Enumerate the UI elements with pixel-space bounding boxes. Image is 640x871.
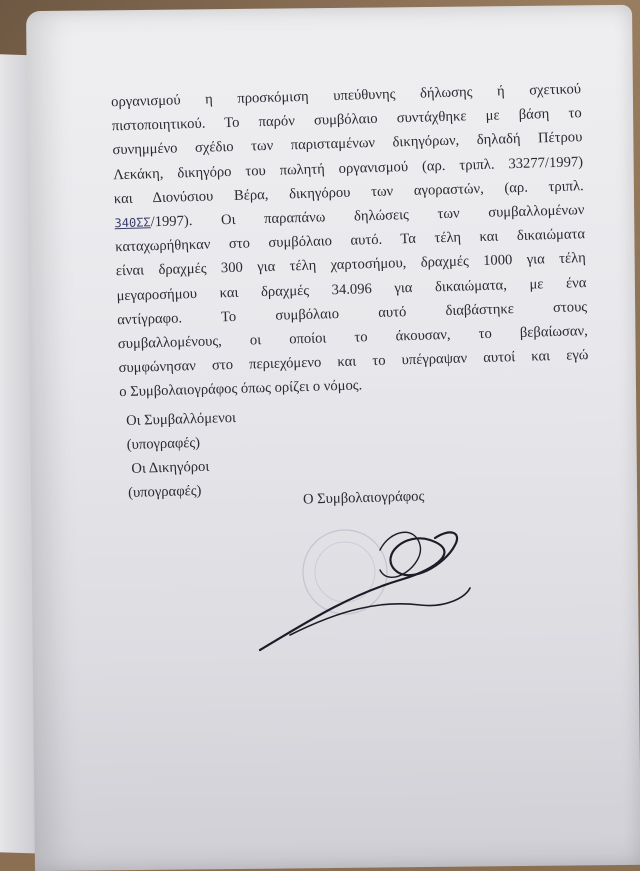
stamp-and-signature [230, 510, 560, 670]
handwritten-number: 340ΣΣ [114, 215, 151, 231]
signature-stroke [260, 532, 457, 650]
text-fragment: /1997). Οι παραπάνω δηλώσεις των συμβαλλομένων [150, 202, 585, 231]
lawyers-label: Οι Δικηγόροι [131, 458, 210, 477]
text-line: οργανισμού η προσκόμιση υπεύθυνης δήλωσης ή σχετικού [110, 81, 582, 111]
document-page [26, 5, 640, 871]
text-line: και Διονύσιου Βέρα, δικηγόρου των αγοραστών, (αρ. τριπλ. [113, 177, 584, 208]
signatures-note: (υπογραφές) [127, 483, 202, 502]
text-line: συμφώνησαν στο περιεχόμενο και το υπέγραψαν αυτοί και εγώ [118, 347, 589, 377]
contract-text [111, 77, 592, 505]
text-line: καταχωρήθηκαν στο συμβόλαιο αυτό. Τα τέλη και δικαιώματα [115, 226, 586, 256]
text-line: μεγαροσήμου και δραχμές 34.096 για δικαιώματα, με ένα [116, 274, 587, 304]
parties-label: Οι Συμβαλλόμενοι [125, 409, 237, 429]
signatures-note: (υπογραφές) [126, 434, 201, 453]
text-line: ο Συμβολαιογράφος όπως ορίζει ο νόμος. [119, 377, 363, 401]
text-line: πιστοποιητικού. Το παρόν συμβόλαιο συντάχθηκε με βάση το [111, 105, 582, 135]
text-line: είναι δραχμές 300 για τέλη χαρτοσήμου, δραχμές 1000 για τέλη [115, 250, 586, 280]
text-line: Λεκάκη, δικηγόρο του πωλητή οργανισμού (αρ. τριπλ. 33277/1997) [112, 153, 584, 183]
text-line: συμβαλλομένους, οι οποίοι το άκουσαν, το βεβαίωσαν, [117, 323, 588, 353]
text-line: αντίγραφο. Το συμβόλαιο αυτό διαβάστηκε στους [117, 298, 588, 329]
text-line: συνημμένο σχέδιο των παρισταμένων δικηγόρων, δηλαδή Πέτρου [112, 129, 583, 159]
notary-label: Ο Συμβολαιογράφος [302, 488, 425, 508]
